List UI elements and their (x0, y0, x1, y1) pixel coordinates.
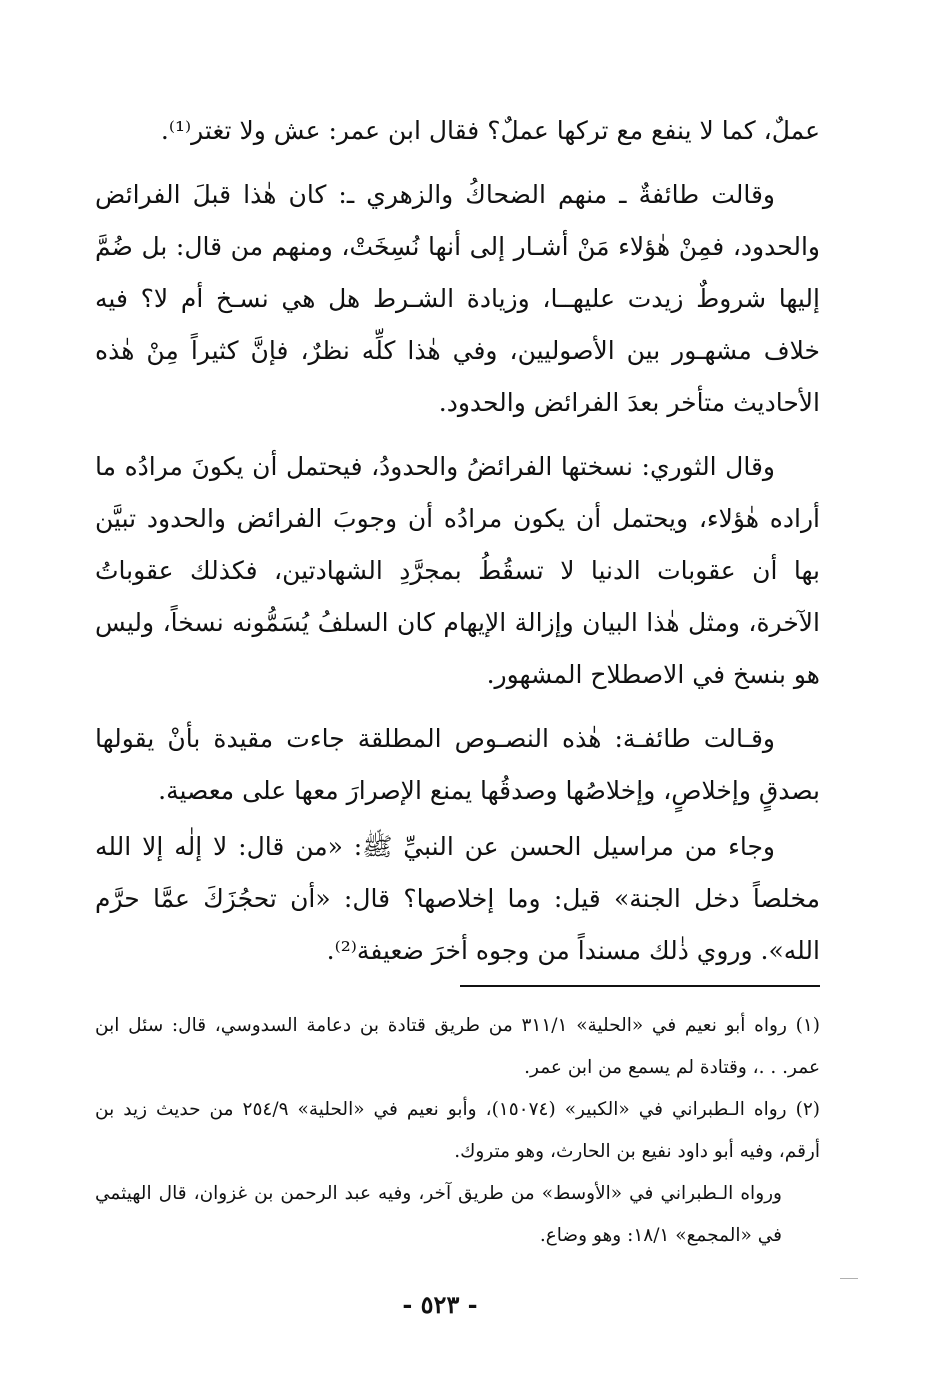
paragraph-2: وقالت طائفةٌ ـ منهم الضحاكُ والزهري ـ: كان هٰذا قبلَ الفرائض والحدود، فمِنْ هٰؤلاء مَنْ أشـار إلى أنها نُسِخَتْ، ومنهم من قال: بل ضُمَّ إليها شروطٌ زيدت عليهــا، وزيادة الشـرط هل هي نسـخ أم لا؟ فيه خلاف مشهـور بين الأصوليين، وفي هٰذا كلِّه نظرٌ، فإنَّ كثيراً مِنْ هٰذه الأحاديث متأخر بعدَ الفرائض والحدود. (95, 180, 820, 417)
footnote-2-continuation: ورواه الـطبراني في «الأوسط» من طريق آخر، وفيه عبد الرحمن بن غزوان، قال الهيثمي في «المجمع» ١٨/١: وهو وضاع. (95, 1183, 782, 1246)
footnotes (95, 1005, 820, 1257)
paragraph-4: وقـالت طائفـة: هٰذه النصـوص المطلقة جاءت مقيدة بأنْ يقولها بصدقٍ وإخلاصٍ، وإخلاصُها وصدقُها يمنع الإصرارَ معها على معصية. (95, 724, 820, 805)
footnote-1: (١) رواه أبو نعيم في «الحلية» ٣١١/١ من طريق قتادة بن دعامة السدوسي، قال: سئل ابن عمر. . .، وقتادة لم يسمع من ابن عمر. (95, 1015, 820, 1078)
scan-mark (840, 1278, 858, 1279)
main-text (95, 105, 820, 989)
paragraph-3: وقال الثوري: نسختها الفرائضُ والحدودُ، فيحتمل أن يكونَ مرادُه ما أراده هٰؤلاء، ويحتمل أن يكون مرادُه أن وجوبَ الفرائض والحدود تبيَّن بها أن عقوبات الدنيا لا تسقُطُ بمجرَّدِ الشهادتين، فكذلك عقوباتُ الآخرة، ومثل هٰذا البيان وإزالة الإيهام كان السلفُ يُسَمُّونه نسخاً، وليس هو بنسخ في الاصطلاح المشهور. (95, 452, 820, 689)
paragraph-1: عملٌ، كما لا ينفع مع تركها عملٌ؟ فقال ابن عمر: عش ولا تغتر⁽¹⁾. (160, 116, 820, 145)
page-number: - ٥٢٣ - (402, 1290, 478, 1319)
footnote-separator (460, 985, 820, 987)
footnote-2: (٢) رواه الـطبراني في «الكبير» (١٥٠٧٤)، وأبو نعيم في «الحلية» ٢٥٤/٩ من حديث زيد بن أرقم، وفيه أبو داود نفيع بن الحارث، وهو متروك. (95, 1099, 820, 1162)
paragraph-5: وجاء من مراسيل الحسن عن النبيِّ ﷺ: «من قال: لا إلٰه إلا الله مخلصاً دخل الجنة» قيل: وما إخلاصها؟ قال: «أن تحجُزَكَ عمَّا حرَّم الله». وروي ذٰلك مسنداً من وجوه أخرَ ضعيفة⁽²⁾. (95, 832, 820, 965)
